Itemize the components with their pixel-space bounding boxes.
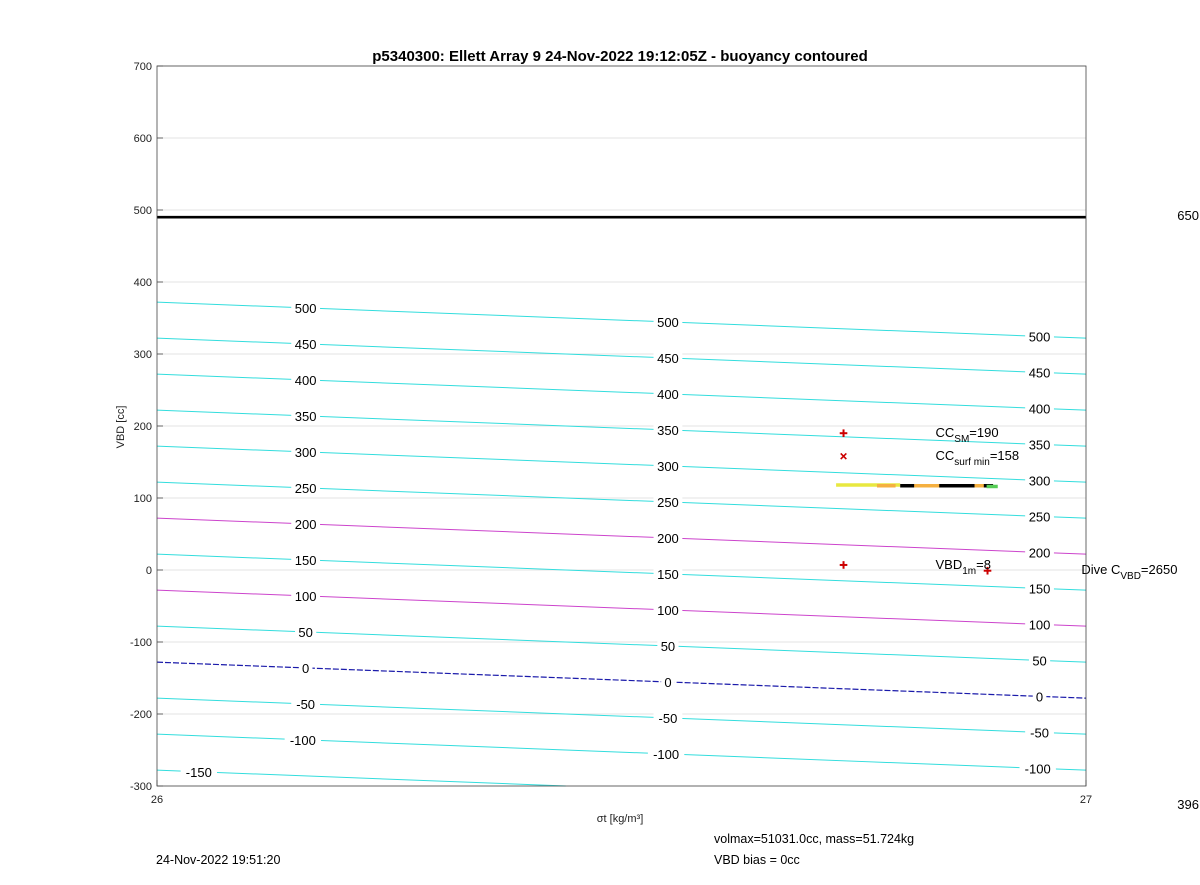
contour-label: 450	[657, 350, 679, 366]
annotation	[1081, 562, 1177, 582]
contour-label: 500	[294, 300, 317, 316]
contour-label: 0	[1035, 689, 1044, 705]
plus-marker	[840, 561, 848, 569]
contour-label: -100	[653, 746, 680, 762]
contour-label: 250	[294, 480, 317, 496]
contour-label: 250	[1028, 509, 1051, 525]
annotation-value: =158	[989, 448, 1020, 464]
cross-marker	[841, 453, 847, 459]
chart-title: p5340300: Ellett Array 9 24-Nov-2022 19:12:05Z - buoyancy contoured	[372, 48, 868, 65]
contour-line	[157, 770, 566, 786]
annotation-sub: surf min	[954, 457, 990, 469]
contour-label: 350	[657, 422, 679, 438]
contour-label: 450	[1028, 365, 1051, 381]
x-tick-label: 26	[150, 794, 164, 806]
annotation	[936, 557, 991, 577]
contour-label: 0	[664, 674, 672, 690]
contour-line	[157, 662, 1086, 698]
contour-label: 200	[1028, 545, 1051, 561]
contour-label: 450	[294, 336, 317, 352]
contour-label: 300	[657, 458, 679, 474]
annotation-sub: 1m	[962, 565, 977, 577]
y-axis-ticks	[130, 61, 163, 793]
y-tick-label: 100	[133, 493, 152, 505]
annotation-value: =190	[969, 425, 999, 441]
y-tick-label: 700	[133, 61, 152, 73]
contour-label: 0	[302, 660, 310, 676]
y-tick-label: 600	[133, 133, 152, 145]
annotation-base: CC	[935, 425, 955, 441]
contour-label: 100	[657, 602, 679, 618]
y-tick-label: -300	[129, 781, 152, 793]
annotation-sub: SM	[954, 434, 970, 446]
right-label: 650	[1177, 208, 1199, 224]
contour-label: 200	[657, 530, 679, 546]
contour-label: 50	[1032, 653, 1047, 669]
contour-label: -150	[185, 764, 212, 780]
contour-label: 250	[657, 494, 679, 510]
annotation-base: VBD	[935, 556, 963, 572]
x-axis-label: σt [kg/m³]	[596, 813, 644, 825]
y-tick-label: 200	[133, 421, 152, 433]
contour-label: 100	[1028, 617, 1051, 633]
annotation-value: =8	[976, 556, 991, 572]
contour-label: 50	[660, 638, 676, 654]
contour-label: 500	[1028, 329, 1051, 345]
generation-timestamp: 24-Nov-2022 19:51:20	[156, 853, 281, 867]
vbd-bias-text: VBD bias = 0cc	[714, 853, 800, 867]
volmax-mass-text: volmax=51031.0cc, mass=51.724kg	[714, 832, 915, 846]
contour-label: 350	[294, 408, 317, 424]
contour-label: 150	[294, 552, 317, 568]
annotations	[936, 425, 1178, 582]
markers	[840, 429, 992, 574]
contour-label: 400	[294, 372, 317, 388]
annotation-sub: VBD	[1120, 571, 1141, 582]
contour-label: 300	[1028, 473, 1051, 489]
contour-label: -50	[658, 710, 678, 726]
y-tick-label: 500	[133, 205, 152, 217]
contour-label: 500	[657, 314, 679, 330]
x-tick-label: 27	[1079, 794, 1093, 806]
contour-label: 150	[1028, 581, 1051, 597]
annotation	[936, 448, 1020, 468]
contour-label: 350	[1028, 437, 1051, 453]
annotation-base: CC	[935, 448, 955, 464]
contour-label: 150	[657, 566, 679, 582]
y-tick-label: 400	[133, 277, 152, 289]
annotation-value: =2650	[1140, 562, 1178, 577]
contour-label: -50	[1030, 725, 1049, 741]
x-axis-ticks	[151, 780, 1092, 806]
contour-labels	[181, 300, 1056, 780]
dive-trace	[836, 485, 998, 486]
y-tick-label: 300	[133, 349, 152, 361]
contour-label: -100	[289, 732, 316, 748]
contour-label: -50	[296, 696, 316, 712]
y-tick-label: 0	[145, 565, 152, 577]
annotation-base: Dive C	[1081, 562, 1121, 577]
y-axis-label: VBD [cc]	[115, 405, 127, 449]
contour-label: 300	[294, 444, 317, 460]
plus-marker	[840, 429, 848, 437]
contour-label: 100	[294, 588, 317, 604]
contour-label: -100	[1024, 761, 1051, 777]
right-side-labels	[1177, 208, 1199, 812]
y-tick-label: -100	[129, 637, 152, 649]
contour-label: 400	[657, 386, 679, 402]
right-label: 396	[1177, 797, 1199, 812]
contour-label: 200	[294, 516, 317, 532]
contour-label: 400	[1028, 401, 1051, 417]
y-tick-label: -200	[129, 709, 152, 721]
contour-label: 50	[298, 624, 313, 640]
